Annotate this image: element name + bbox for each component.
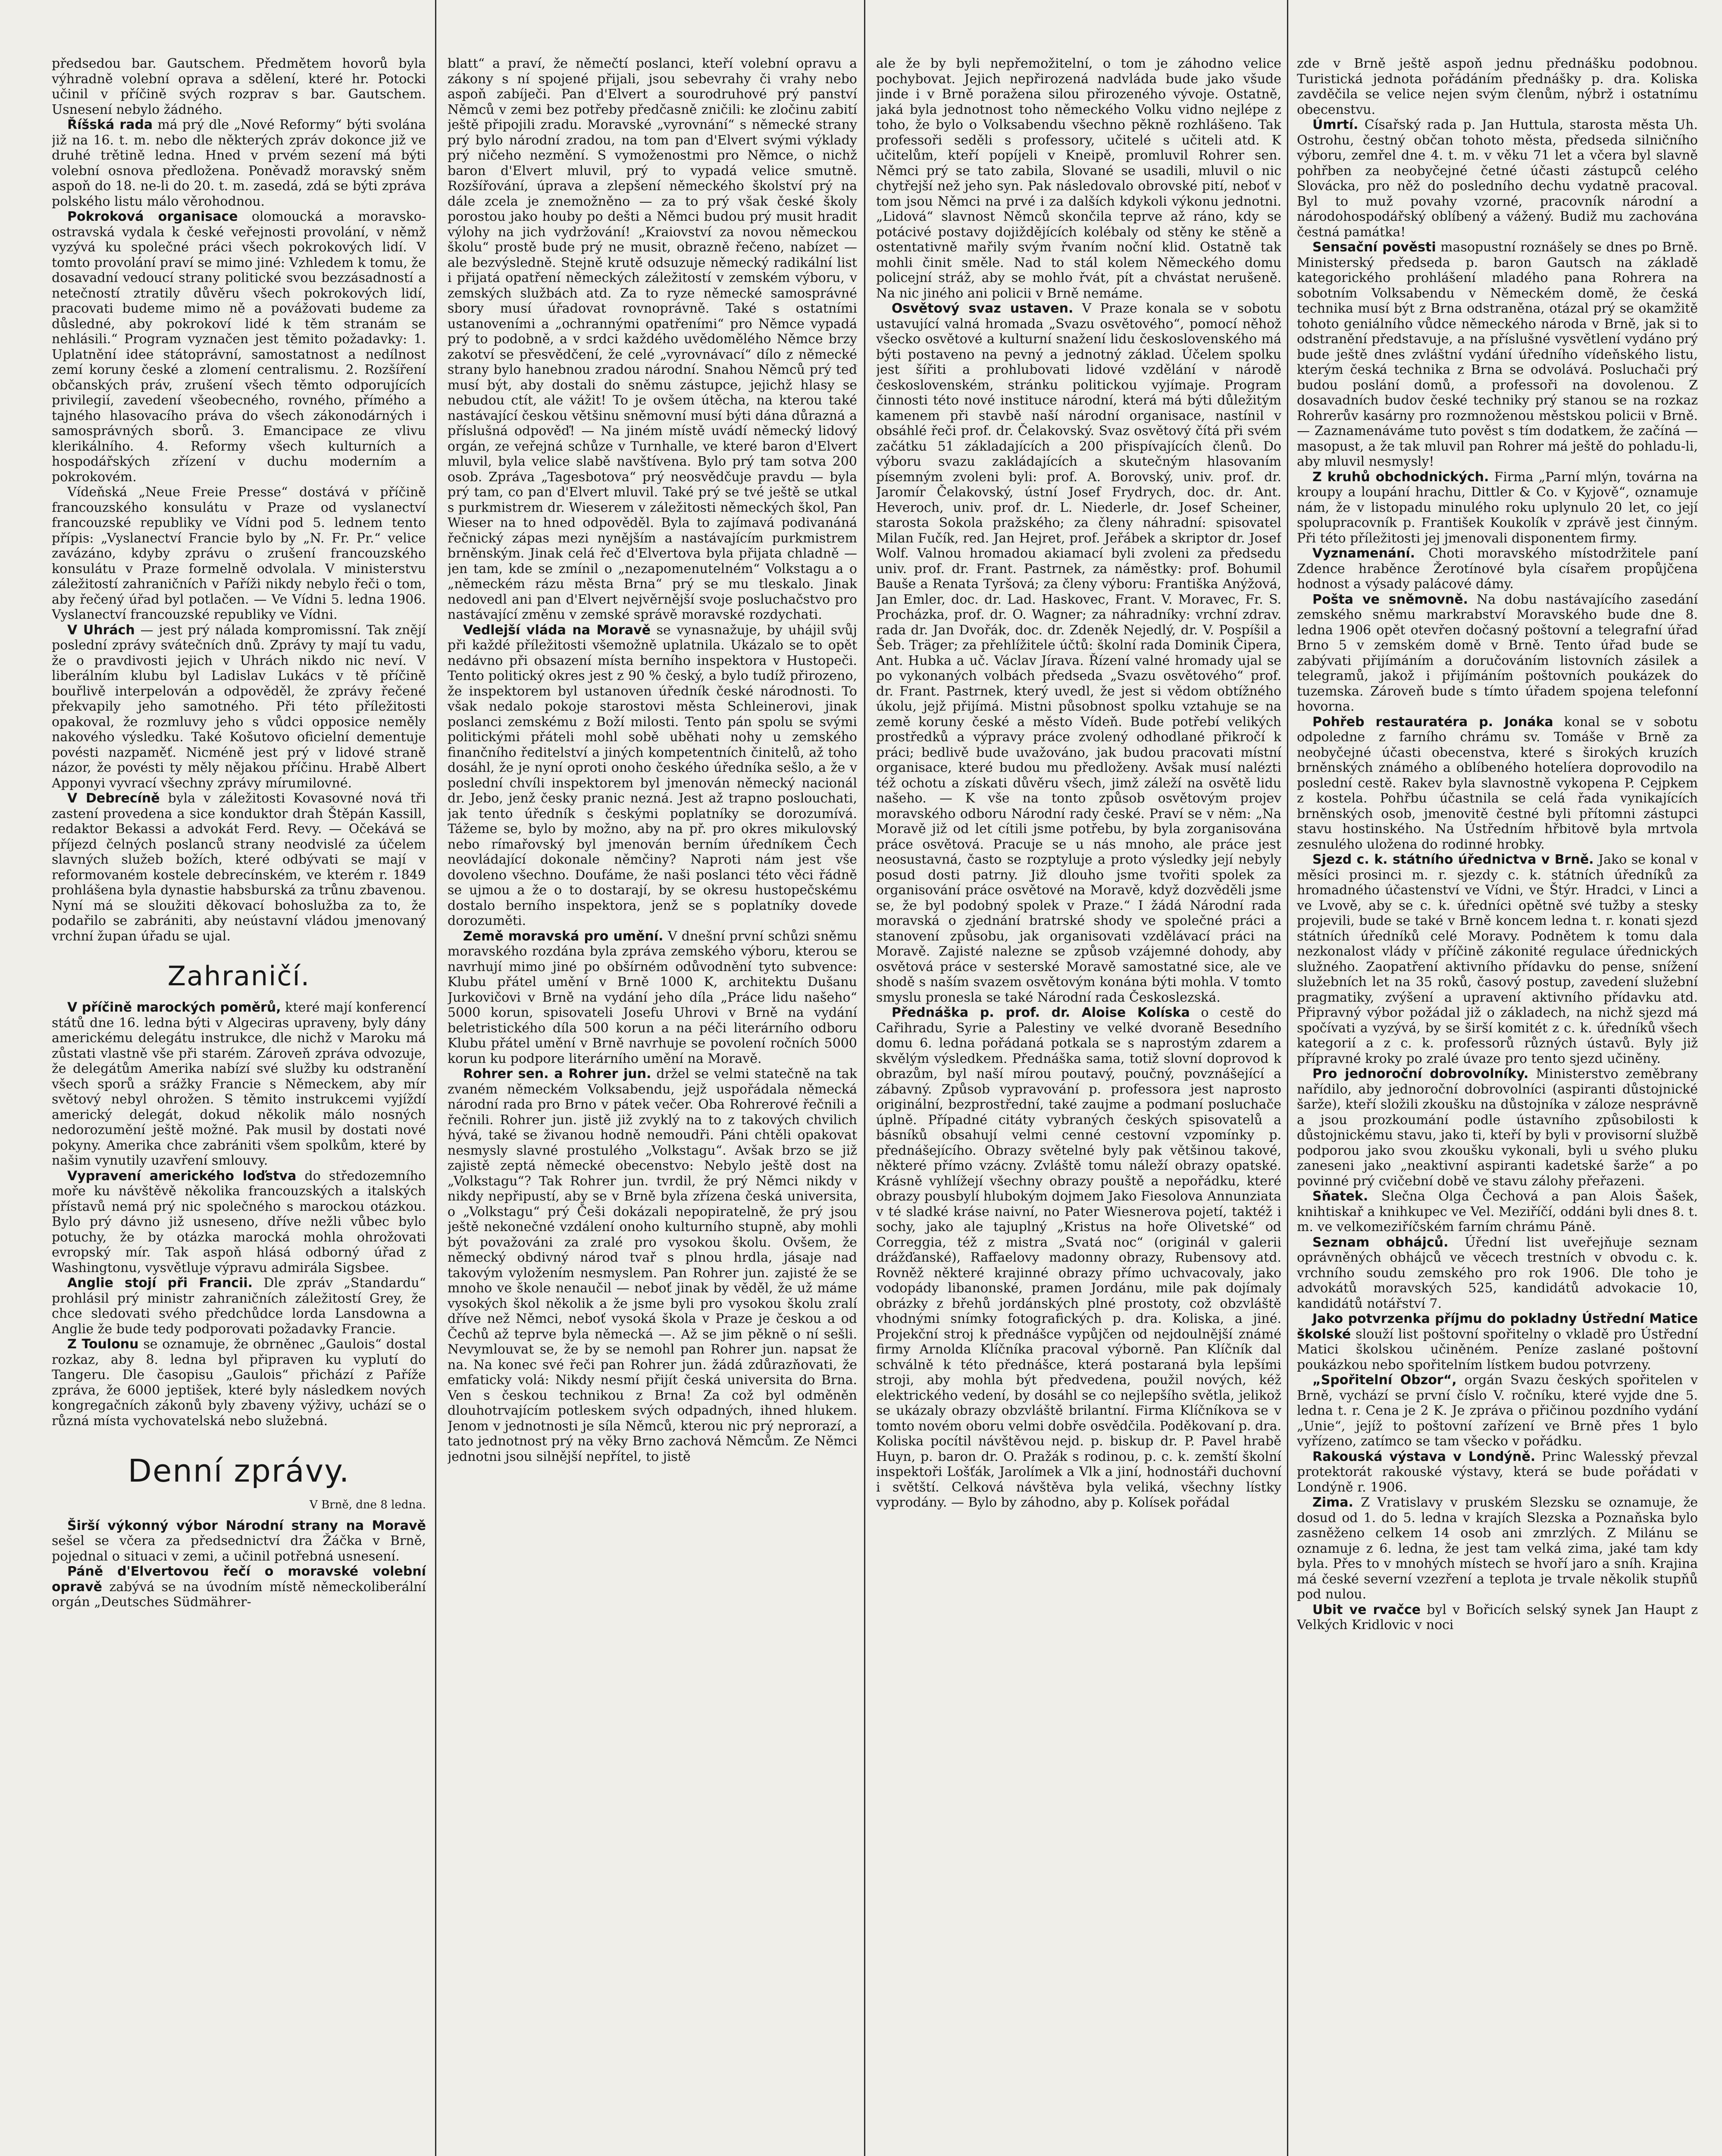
item-heading: V Debrecíně: [67, 791, 160, 806]
item-text: se vynasnažuje, by uhájil svůj při každé příležitosti všemožně uplatnila. Ukázalo se to opět nedávno při obsazení místa berního inspektora v Hustopeči. Tento politický okres jest z 90 % český, a bylo tudíž přirozeno, že inspektorem byl ustanoven úředník české národnosti. To však nedalo pokoje starostovi města Schleinerovi, jinak poslanci zemskému z Boží milosti. Tento pán spolu se svými politickými přáteli mohl sobě uběhati nohy u zemského finančního ředitelství a jiných kompetentních činitelů, až toho dosáhl, že je nyní oproti onoho českého úředníka sešlo, a že v poslední chvíli inspektorem byl jmenován německý nacionál dr. Jebo, jenž česky pranic nezná. Jest až trapno poslouchati, jak tento úředník s českými poplatníky se dorozumívá. Tážeme se, bylo by možno, aby na př. pro okres mikulovský nebo rímařovský byl jmenován berním úředníkem Čech neovládající dokonale němčiny? Naproti nám jest vše dovoleno všechno. Doufáme, že naši poslanci této věci řádně se ujmou a že o to dostarají, by se okresu hustopečskému dostalo berního inspektora, jenž se s poplatníky dovede dorozuměti.: [448, 622, 857, 928]
news-item: [1297, 714, 1698, 852]
paragraph: Vídeňská „Neue Freie Presse“ dostává v příčině francouzského konsulátu v Praze od vyslanectví francouzské republiky ve Vídni pod 5. lednem tento přípis: „Vyslanectví Francie bylo by „N. Fr. Pr.“ velice zavázáno, kdyby zprávu o zrušení francouzského konsulátu v Praze formelně odvolala. V ministerstvu záležitostí zahraničních v Paříži nikdy nebylo řeči o tom, aby řečený úřad byl potlačen. — Ve Vídni 5. ledna 1906. Vyslanectví francouzské republiky ve Vídni.: [52, 485, 426, 622]
item-text: Císařský rada p. Jan Huttula, starosta města Uh. Ostrohu, čestný občan tohoto města, předseda silničního výboru, zemřel dne 4. t. m. v věku 71 let a včera byl slavně pohřben za neobyčejné četné účasti zástupců celého Slovácka, pro něž do posledního dechu vydatně pracoval. Byl to muž povahy vzorné, pracovník národní a národohospodářský oblíbený a vážený. Budiž mu zachována čestná památka!: [1297, 117, 1698, 240]
news-item: [52, 1337, 426, 1429]
item-heading: „Spořitelní Obzor“,: [1312, 1373, 1457, 1388]
item-text: o cestě do Cařihradu, Syrie a Palestiny ve velké dvoraně Besedního domu 6. ledna pořádaná potkala se s naprostým zdarem a skvělým výsledkem. Přednáška sama, totiž slovní doprovod k obrazům, byl naší mírou poutavý, poučný, povznášející a zábavný. Způsob vypravování p. professora jest naprosto originální, bezprostřední, také zaujme a podmaní posluchače úplně. Případné citáty vybraných českých spisovatelů a básníků obsahují velmi cenné cestovní vzpomínky p. přednášejícího. Obrazy světelné byly pak většinou takové, některé přímo vzácny. Zvláště tomu náleží obrazy opatské. Krásně vyhlížejí všechny obrazy pouště a nepořádku, které obrazy pousbylí hlubokým dojmem Jako Fiesolova Annunziata v té sladké kráse naivní, no Pater Wiesnerova pojetí, taktéž i sochy, jako ale tajuplný „Kristus na hoře Olivetské“ od Correggia, též z mistra „Svatá noc“ (originál v galerii drážďanské), Raffaelovy madonny obrazy, Rubensovy atd. Rovněž některé krajinné obrazy přímo uchvacovaly, jako vodopády libanonské, pramen Jordánu, mile pak dojímaly obrázky z břehů jordánských plné prostoty, což obzvláště vhodnými snímky fotografických p. dra. Koliska, a jiné. Projekční stroj k přednášce vypůjčen od nejdoulnější známé firmy Arnolda Klíčníka pracoval výborně. Pan Klíčník dal schválně k této přednášce, která postaraná byla lepšími stroji, aby mohla být předvedena, použil nových, kéž elektrického vedení, by dosáhl se co nejlepšího světla, jelikož se ukázaly obrazy obzvláště brilantní. Firma Klíčníkova se v tomto novém oboru velmi dobře osvědčila. Poděkovaní p. dra. Koliska pocítil návštěvou nejd. p. biskup dr. P. Pavel hrabě Huyn, p. baron dr. O. Pražák s rodinou, p. c. k. zemští školní inspektoři Lošťák, Jarolímek a Vlk a jiní, hodnostáři duchovní i světští. Celková návštěva byla veliká, všechny lístky vyprodány. — Bylo by záhodno, aby p. Kolísek pořádal: [876, 1005, 1281, 1510]
item-heading: Vypravení amerického loďstva: [67, 1168, 297, 1184]
news-item: [876, 1005, 1281, 1510]
item-heading: Úmrtí.: [1312, 117, 1359, 132]
news-item: [52, 1169, 426, 1276]
item-text: se oznamuje, že obrněnec „Gaulois“ dostal rozkaz, aby 8. ledna byl připraven ku vyplutí do Tangeru. Dle časopisu „Gaulois“ přichází z Paříže zpráva, že 6000 jeptišek, které byly následkem nových kongregačních zákonů byly zbaveny výživy, uchází se o různá místa vychovatelská nebo služebná.: [52, 1337, 426, 1429]
news-item: [1297, 852, 1698, 1066]
news-item: [1297, 1235, 1698, 1312]
item-heading: Pošta ve sněmovně.: [1312, 592, 1468, 607]
item-heading: Širší výkonný výbor Národní strany na Moravě: [67, 1518, 426, 1533]
item-text: sešel se včera za předsednictví dra Žáčka v Brně, pojednal o situaci v zemi, a učinil potřebná usnesení.: [52, 1533, 426, 1564]
news-item: [448, 623, 857, 929]
item-text: V Praze konala se v sobotu ustavující valná hromada „Svazu osvětového“, pomocí něhož všecko osvětové a kulturní snažení lidu československého má býti postaveno na pevný a jednotný základ. Účelem spolku jest šířiti a prohlubovati lidové vzdělání v národě československém, stránku politickou vyjímaje. Program činnosti této nové instituce národní, která má býti důležitým kamenem při stavbě naší národní organisace, nastínil v obsáhlé řeči prof. dr. Čelakovský. Svaz osvětový čítá při svém začátku 51 základajících a 200 přispívajících členů. Do výboru svazu zakládajících a skutečným hlasovaním písemným zvoleni byli: prof. A. Borovský, univ. prof. dr. Jaromír Čelakovský, ústní Josef Frydrych, doc. dr. Ant. Heveroch, univ. prof. dr. L. Niederle, dr. Josef Scheiner, starosta Sokola pražského; za členy náhradní: spisovatel Milan Fučík, red. Jan Hejret, prof. Jeřábek a skriptor dr. Josef Wolf. Valnou hromadou akiamací byli zvoleni za předsedu univ. prof. dr. Frant. Pastrnek, za náměstky: prof. Bohumil Bauše a Renata Tyršová; za členy výboru: Františka Anýžová, Jan Emler, doc. dr. Lad. Haskovec, Frant. V. Moravec, Fr. S. Procházka, prof. dr. O. Wagner; za náhradníky: vrchní zdrav. rada dr. Jan Dvořák, doc. dr. Zdeněk Nejedlý, dr. V. Pospíšil a Šeb. Träger; za přehlížitele účtů: školní rada Dominik Čipera, Ant. Hubka a uč. Václav Jírava. Řízení valné hromady ujal se po vykonaných volbách předseda „Svazu osvětového“ prof. dr. Frant. Pastrnek, který uvedl, že jest si vědom obtížného úkolu, jejž přijímá. Mistni působnost spolku vztahuje se na země koruny české a město Vídeň. Bude potřebí velikých prostředků a výpravy práce zvolený odhodlané přikročí k práci; bedlivě bude uvažováno, jak budou pracovati místní organisace, které budou mu předloženy. Avšak musí nalézti též ochotu a získati důvěru všech, jimž záleží na osvětě lidu našeho. — K vše na tonto způsob osvětovým projev moravského odboru Národní rady české. Praví se v něm: „Na Moravě již od let cítili jsme potřebu, by byla zorganisována práce osvětová. Pracuje se u nás mnoho, ale práce jest neosustavná, často se rozptyluje a proto výsledky její nebyly posud dosti patrny. Již dlouho jsme tvořiti spolek za organisování práce osvětové na Moravě, když dozvěděli jsme se, že byl podobný spolek v Praze.“ I žádá Národní rada moravská o zjednání bratrské shody ve společné práci a stanovení způsobu, jak organisovati vzdělávací práci na Moravě. Zajisté nalezne se způsob vzájemné dohody, aby osvětová práce v sesterské Moravě samostatné sice, ale ve shodě s naším svazem osvětovým konána býti mohla. V tomto smyslu pronesla se také Národní rada Českoslezská.: [876, 301, 1281, 1005]
item-heading: Rohrer sen. a Rohrer jun.: [463, 1066, 651, 1081]
item-text: Z Vratislavy v pruském Slezsku se oznamuje, že dosud od 1. do 5. ledna v krajích Slezska a Poznaňska bylo zasněženo celkem 14 osob ani zmrzlých. Z Milánu se oznamuje z 6. ledna, že jest tam velká zima, jaké tam kdy byla. Přes to v mnohých místech se hvoří jaro a sníh. Krajina má české severní vzezření a teplota je trvale několik stupňů pod nulou.: [1297, 1495, 1698, 1602]
item-heading: Vyznamenání.: [1312, 546, 1415, 561]
news-item: [1297, 1449, 1698, 1495]
item-heading: Sjezd c. k. státního úřednictva v Brně.: [1312, 852, 1594, 867]
column-rule: [864, 0, 865, 2156]
paragraph: zde v Brně ještě aspoň jednu přednášku podobnou. Turistická jednota pořádáním přednášky p. dra. Koliska zavděčila se velice nejen svým členům, nýbrž i ostatnímu obecenstvu.: [1297, 56, 1698, 117]
item-text: Jako se konal v měsíci prosinci m. r. sjezdy c. k. státních úředníků za hromadného účastenství ve Vídni, ve Štýr. Hradci, v Linci a ve Lvově, aby se c. k. úředníci opětně své tužby a stesky projevili, bude se také v Brně koncem ledna t. r. konati sjezd státních úředníků celé Moravy. Podnětem k tomu dala nezkonalost vlády v příčině zákonité regulace úřednických služného. Zaopatření aktivního přídavku do pense, snížení služebních let na 35 roků, časový postup, zavedení služební pragmatiky, zvýšení a upravení aktivního přídavku atd. Připravný výbor požádal již o základech, na nichž sjezd má spočívati a vyzývá, by se širší komitét z c. k. úředníků všech kategorií a z c. k. professorů různých ústavů. Byly již přípravné kroky po zralé úvaze pro tento sjezd učiněny.: [1297, 852, 1698, 1066]
item-text: orgán Svazu českých spořitelen v Brně, vychází se první číslo V. ročníku, které vyjde dne 5. ledna t. r. Cena je 2 K. Je zpráva o přičinou pozdního vydání „Unie“, jejíž to poštovní zařízení ve Brně přes 1 bylo vyřízeno, zatímco se tam všecko v pořádku.: [1297, 1373, 1698, 1449]
item-text: — jest prý nálada kompromissní. Tak znějí poslední zprávy svátečních dnů. Zprávy ty mají tu vadu, že o pravdivosti jejich v Uhrách nikdo nic neví. V liberálním klubu byl Ladislav Lukács v tě příčině bouřlivě interpelován a odpověděl, že zprávy řečené překvapily jeho samotného. Při této příležitosti opakoval, že rozmluvy jeho s vůdci opposice neměly nakového výsledku. Také Košutovo oficielní dementuje povésti nazpaměť. Nicméně jest prý v lidové straně názor, že povésti ty měly nějakou příčinu. Hrabě Albert Apponyi vyvrací všechny zprávy mírumilovné.: [52, 622, 426, 791]
news-item: [1297, 546, 1698, 592]
item-text: Úřední list uveřejňuje seznam oprávněných obhájců ve věcech trestních v obvodu c. k. vrchního soudu zemského pro rok 1906. Dle toho je advokátů moravských 525, kandidátů advokacie 10, kandidátů notářství 7.: [1297, 1235, 1698, 1311]
item-heading: Z Toulonu: [67, 1337, 139, 1352]
news-item: [876, 301, 1281, 1005]
item-heading: Vedlejší vláda na Moravě: [463, 622, 651, 638]
section-title-zahranici: Zahraničí.: [167, 960, 310, 992]
item-text: masopustní roznášely se dnes po Brně. Ministerský předseda p. baron Gautsch na základě kategorického prohlášení mladého pana Rohrera na sobotním Volksabendu v Německém domě, že česká technika musí být z Brna odstraněna, otázal prý se okamžitě tohoto geniálního vůdce německého národa v Brně, jak si to odstranění představuje, a na příslušné vysvětlení vydáno prý bude ještě dnes zvláštní vydání úředního vídeňského listu, kterým česká technika z Brna se odvolává. Posluchači prý budou poslání domů, a professoři na dovolenou. Z dosavadních budov české techniky prý stanou se na rozkaz Rohrerův kasárny pro rozmnoženou městskou policii v Brně. — Zaznamenáváme tuto pověst s tím dodatkem, že začíná — masopust, a že tak mluvil pan Rohrer má ještě do pohladu-li, aby mluvil nesmysly!: [1297, 240, 1698, 469]
news-item: [52, 1518, 426, 1564]
item-text: slouží list poštovní spořitelny o vkladě pro Ústřední Matici školskou učiněném. Peníze zaslané poštovní poukázkou nebo spořitelním lístkem budou potvrzeny.: [1297, 1326, 1698, 1373]
news-item: [448, 929, 857, 1067]
column-3: [876, 56, 1281, 2156]
item-heading: V příčině marockých poměrů,: [67, 1000, 281, 1015]
item-heading: Páně d'Elvertovou řečí o moravské volební opravě: [52, 1564, 426, 1595]
news-item: [1297, 1373, 1698, 1449]
item-text: Slečna Olga Čechová a pan Alois Šašek, knihtiskař a knihkupec ve Vel. Meziříčí, oddáni byli dnes 8. t. m. ve velkomeziříčském farním chrámu Páně.: [1297, 1189, 1698, 1235]
column-2: [448, 56, 857, 2156]
item-heading: Zima.: [1312, 1495, 1353, 1510]
item-heading: Osvětový svaz ustaven.: [892, 301, 1074, 316]
news-item: [52, 117, 426, 209]
news-item: [1297, 592, 1698, 714]
item-text: Na dobu nastávajícího zasedání zemského sněmu markrabství Moravského bude dne 8. ledna 1906 opět otevřen dočasný poštovní a telegrafní úřad Brno 5 v zemském domě v Brně. Tento úřad bude se zabývati přijímáním a doručováním listovních zásilek a telegramů, jakož i přijímáním poštovních poukázek do tuzemska. Zároveň bude s tímto úřadem spojena telefonní hovorna.: [1297, 592, 1698, 714]
item-text: do středozemního moře ku návštěvě několika francouzských a italských přístavů nemá prý nic společného s marockou otázkou. Bylo prý dávno již usneseno, dříve nežli vůbec bylo potuchy, že by otázka marocká mohla ohrožovati evropský mír. Tak aspoň hlásá odborný úřad z Washingtonu, vysvětluje výpravu admirála Sigsbee.: [52, 1168, 426, 1275]
news-item: [1297, 1066, 1698, 1189]
news-item: [1297, 470, 1698, 546]
item-text: konal se v sobotu odpoledne z farního chrámu sv. Tomáše v Brně za neobyčejné účasti obecenstva, které s širokých kruzích brněnských známého a oblíbeného hotelíera doprovodilo na poslední cestě. Rakev byla slavnostně vykopena P. Cejpkem z kostela. Pohřbu účastnila se celá řada vynikajících brněnských osob, jmenovitě čestné byli přítomni zástupci stavu hostinského. Na Ústředním hřbitově byla mrtvola zesnulého uložena do rodinné hrobky.: [1297, 714, 1698, 852]
news-item: [52, 791, 426, 944]
item-text: zabývá se na úvodním místě německoliberální orgán „Deutsches Südmährer-: [52, 1579, 426, 1610]
item-text: držel se velmi statečně na tak zvaném německém Volksabendu, jejž uspořádala německá národní rada pro Brno v pátek večer. Oba Rohrerové řečnili a řečnili. Rohrer jun. jistě již zvyklý na to z takových chvilich hývá, také se živanou hodně nemoudři. Páni chtěli opakovat nesmysly slavné prostulého „Volkstagu“. Avšak brzo se již zajistě zeptá německé obecenstvo: Nebylo ještě dost na „Volkstagu“? Tak Rohrer jun. tvrdil, že prý Němci nikdy v nikdy nepřipustí, aby se v Brně byla zřízena česká universita, o „Volkstagu“ prý Češi dokázali nepopiratelně, že prý jsou ještě nekonečné vzdálení onoho kulturního stupně, aby mohli být považováni za zralé pro vysokou školu. Ovšem, že německý obdivný národ tvař s plnou hrdla, jásaje nad takovým vyložením nesmyslem. Pan Rohrer jun. zajisté že se mnoho ve škole nenaučil — neboť jinak by věděl, že už máme vysokých škol několik a že jsme byli pro vysokou školu zralí dříve než Němci, neboť vysoká škola v Praze je českou a od Čechů až teprve byla německá —. Až se jim pěkně o ní sešli. Nevymlouvat se, že by se nemohl pan Rohrer jun. napsat že na. Na konec své řeči pan Rohrer jun. žádá zdůrazňovati, že emfaticky volá: Nikdy nesmí přijít česká universita do Brna. Ven s českou technikou z Brna! Za což byl odměněn dlouhotrvajícím potleskem svých odpadných, ihned hlukem. Jenom v jednotnosti je síla Němců, kterou nic prý neprorazí, a tato jednotnost prý na věky Brno zachová Němcům. Ze Němci jednotni jsou silnější nepřítel, to jistě: [448, 1066, 857, 1464]
item-text: Firma „Parní mlýn, továrna na kroupy a loupání hrachu, Dittler & Co. v Kyjově“, oznamuje nám, že v listopadu minulého roku uplynulo 20 let, co její spolupracovník p. František Koukolík v zprávě jest činným. Při této příležitosti jej jmenovali disponentem firmy.: [1297, 469, 1698, 546]
item-text: má prý dle „Nové Reformy“ býti svolána již na 16. t. m. nebo dle některých zpráv dokonce již ve druhé trětině ledna. Hned v prvém sezení má býti volební osnova předložena. Poněvadž moravský sněm aspoň do 18. ne-li do 20. t. m. zasedá, zdá se býti zpráva polského listu málo věrohodnou.: [52, 117, 426, 209]
item-text: Choti moravského místodržitele paní Zdence hraběnce Žerotínové byla císařem propůjčena hodnost a výsady palácové dámy.: [1297, 546, 1698, 592]
paragraph: předsedou bar. Gautschem. Předmětem hovorů byla výhradně volební oprava a sdělení, které hr. Potocki učinil v příčině svých rozprav s bar. Gautschem. Usnesení nebylo žádného.: [52, 56, 426, 117]
news-item: [1297, 1311, 1698, 1373]
news-item: [52, 623, 426, 791]
item-text: byl v Bořicích selský synek Jan Haupt z Velkých Kridlovic v noci: [1297, 1602, 1698, 1633]
item-text: Dle zpráv „Standardu“ prohlásil prý ministr zahraničních záležitostí Grey, že chce sledovati svého předchůdce lorda Lansdowna a Anglie že bude tedy podporovati požadavky Francie.: [52, 1275, 426, 1337]
news-item: [1297, 1189, 1698, 1235]
item-heading: Sensační pověsti: [1312, 240, 1436, 255]
column-rule: [435, 0, 436, 2156]
item-text: Ministerstvo zeměbrany nařídilo, aby jednoroční dobrovolníci (aspiranti důstojnické šarže), kteří složili zkoušku na důstojníka v záloze nesprávně a jsou prozkoumání podle ústavního způsobilosti k důstojnickému stavu, jako ti, kteří by byli v provisorní službě podporou jako svou zkoušku vykonali, byli u svého pluku zaneseni jako „neaktivní aspiranti kadetské šarže“ a po povinné prý cvičební době ve stavu zálohy přeřazeni.: [1297, 1066, 1698, 1189]
news-item: [1297, 1602, 1698, 1633]
item-heading: Pro jednoroční dobrovolníky.: [1312, 1066, 1529, 1081]
column-1: [52, 56, 426, 2156]
column-4: [1297, 56, 1698, 2156]
dateline: V Brně, dne 8 ledna.: [310, 1498, 426, 1511]
item-text: byla v záležitosti Kovasovné nová tři zastení provedena a sice konduktor drah Štěpán Kassill, redaktor Bekassi a advokát Ferd. Revy. — Očekává se příjezd čelných poslanců strany neodvislé za účelem slavných služeb božích, které odbývati se mají v reformovaném kostele debrecínském, ve kterém r. 1849 prohlášena byla dynastie habsburská za trůnu zbavenou. Nyní má se sloužiti děkovací bohoslužba za to, že podařilo se zabrániti, aby neústavní vládou jmenovaný vrchní župan úřadu se ujal.: [52, 791, 426, 944]
paragraph: ale že by byli nepřemožitelní, o tom je záhodno velice pochybovat. Jejich nepřirozená nadvláda bude jako všude jinde i v Brně poražena silou přirozeného vývoje. Ostatně, jaká byla jednotnost toho německého Volku vidno nejlépe z toho, že bylo o Volksabendu všechno pěkně rozhlášeno. Tak professoři seděli s professory, učitelé s učiteli atd. K učitelům, kteří popíjeli v Kneipě, promluvil Rohrer sen. Němci prý se tato zabila, Slované se usadili, mluvil o nic chytřejší než jeho syn. Pak následovalo obrovské pití, neboť v tom jsou Němci na prvé i za dalších kdykoli výkonu jednotni. „Lidová“ slavnost Němců skončila teprve až ráno, kdy se potácivé postavy dojiždějících kolébaly od stěny ke stěně a ostentativně mařily svým řvaním noční klid. Ostatně tak mohli činit směle. Nad to stál kolem Německého domu policejní stráž, aby se mohlo řvát, pít a chvástat nerušeně. Na nic jiného ani policii v Brně nemáme.: [876, 56, 1281, 301]
item-heading: Země moravská pro umění.: [463, 928, 664, 944]
item-heading: Říšská rada: [67, 117, 153, 132]
column-rule: [1287, 0, 1288, 2156]
news-item: [448, 1066, 857, 1464]
news-item: [52, 209, 426, 485]
item-text: V dnešní první schůzi sněmu moravského rozdána byla zpráva zemského výboru, kterou se navrhují mimo jiné po obšírném odůvodnění tyto subvence: Klubu přátel umění v Brně 1000 K, architektu Dušanu Jurkovičovi v Brně na vydání jeho díla „Práce lidu našeho“ 5000 korun, spisovateli Josefu Uhrovi v Brně na vydání beletristického díla 500 korun a na péči literárního odboru Klubu přátel umění v Brně navrhuje se povolení ročních 5000 korun ku podpore literárního umění na Moravě.: [448, 928, 857, 1066]
item-heading: Pokroková organisace: [67, 209, 238, 224]
item-heading: V Uhrách: [67, 622, 135, 638]
item-heading: Sňatek.: [1312, 1189, 1368, 1204]
item-text: které mají konferencí států dne 16. ledna býti v Algeciras upraveny, byly dány americkému delegátu instrukce, dle nichž v Maroku má zůstati vlastně vše při starém. Zároveň zpráva odvozuje, že delegátům Amerika nabízí své služby ku odstranění všech sporů a srážky Francie s Německem, aby mír světový nebyl ohrožen. S těmito instrukcemi vyjíždí americký delegát, dokud několik málo nosných nedorozumění ještě možné. Pak musil by dostati nové pokyny. Amerika chce zabrániti všem spolkům, které by našim vynutily uzavření smlouvy.: [52, 1000, 426, 1168]
item-text: olomoucká a moravsko-ostravská vydala k české veřejnosti provolání, v němž vyzývá ku společné práci všech pokrokových lidí. V tomto provolání praví se mimo jiné: Vzhledem k tomu, že dosavadní vedoucí strany politické svou bezzásadností a netečností ztratily důvěru všech pokrokových lidí, pracovati budeme mimo ně a povážovati budeme za důsledné, aby pokrokoví lidé k těm stranám se nehlásili.“ Program vyznačen jest těmito požadavky: 1. Uplatnění idee státoprávní, samostatnost a nedílnost zemí koruny české a zlomení centralismu. 2. Rozšíření občanských práv, zrušení všech těmto odporujících privilegií, zavedení všeobecného, rovného, přímého a tajného hlasovacího práva do všech zákonodárných i samosprávných sborů. 3. Emancipace ze vlivu klerikálního. 4. Reformy všech kulturních a hospodářských zřízení v duchu moderním a pokrokovém.: [52, 209, 426, 485]
news-item: [1297, 1495, 1698, 1602]
item-heading: Seznam obhájců.: [1312, 1235, 1449, 1250]
item-heading: Rakouská výstava v Londýně.: [1312, 1449, 1536, 1464]
news-item: [52, 1564, 426, 1610]
news-item: [52, 1000, 426, 1169]
item-heading: Přednáška p. prof. dr. Aloise Kolíska: [892, 1005, 1190, 1020]
item-text: Princ Walesský převzal protektorát rakouské výstavy, která se bude pořádati v Londýně r. 1906.: [1297, 1449, 1698, 1495]
news-item: [1297, 117, 1698, 240]
news-item: [1297, 240, 1698, 470]
item-heading: Anglie stojí při Francii.: [67, 1275, 253, 1291]
section-title-denni-zpravy: Denní zprávy.: [128, 1453, 350, 1489]
news-item: [52, 1275, 426, 1337]
item-heading: Ubit ve rvačce: [1312, 1602, 1421, 1617]
paragraph: blatt“ a praví, že němečtí poslanci, kteří volební opravu a zákony s ní spojené přijali, jsou sebevrahy či vrahy nebo aspoň zabíječi. Pan d'Elvert a sourodruhové prý panství Němců v zemi bez potřeby předčasně zničili: ke zločinu zabití ještě připojili zradu. Moravské „vyrovnání“ s německé strany prý bylo národní zradou, na tom pan d'Elvert svými výklady prý ničeho nezmění. S vymoženostmi pro Němce, o nichž baron d'Elvert mluvil, prý to vypadá velice smutně. Rozšířování, úprava a zlepšení německého školství prý na dále zcela je znemožněno — za to prý však české školy porostou jako houby po dešti a Němci budou prý musit hradit výlohy na jich vydržování! „Kraiovství za novou německou školu“ prostě bude prý ne musit, obrazně řečeno, nabízet — ale bezvýsledně. Stejně krutě odsuzuje německý radikální list i přijatá opatření německých záležitostí v zemském výboru, v zemských službách atd. Za to ryze německé samosprávné sbory musí úřadovat rovnoprávně. Také s ostatními ustanoveními a „ochrannými opatřeními“ pro Němce vypadá prý to podobně, a v srdci každého uvědomělého Němce brzy zakotví se přesvědčení, že celé „vyrovnávací“ dílo z německé strany bylo hanebnou zradou národní. Snahou Němců prý teď musí být, aby dostali do sněmu zástupce, jejichž hlasy se nebudou ctít, ale vážit! To je ovšem útěcha, na kterou také nastávající českou většinu sněmovní musí býti dána důrazná a příslušná odpověď! — Na jiném místě uvádí německý lidový orgán, ze veřejná schůze v Turnhalle, ve které baron d'Elvert mluvil, byla velice slabě navštívena. Bylo prý tam sotva 200 osob. Zpráva „Tagesbotova“ prý neosvědčuje pravdu — byla prý tam, co pan d'Elvert mluvil. Také prý se tvé ještě se utkal s purkmistrem dr. Wieserem v záležitosti německých škol, Pan Wieser na to hned odpověděl. Byla to zajímavá podivanáná řečnický zápas mezi nynějším a nastávajícím purkmistrem brněnským. Jinak celá řeč d'Elvertova byla přijata chladně — jen tam, kde se zmínil o „nezapomenutelném“ Volkstagu a o „německém rázu města Brna“ prý se mu tleskalo. Jinak nedovedl ani pan d'Elvert nejvěrnější svoje posluchačstvo pro nastávající změnu v zemské správě moravské rozdychati.: [448, 56, 857, 622]
item-heading: Jako potvrzenka příjmu do pokladny Ústřední Matice školské: [1297, 1311, 1698, 1342]
item-heading: Pohřeb restauratéra p. Jonáka: [1312, 714, 1553, 730]
item-heading: Z kruhů obchodnických.: [1312, 469, 1489, 485]
